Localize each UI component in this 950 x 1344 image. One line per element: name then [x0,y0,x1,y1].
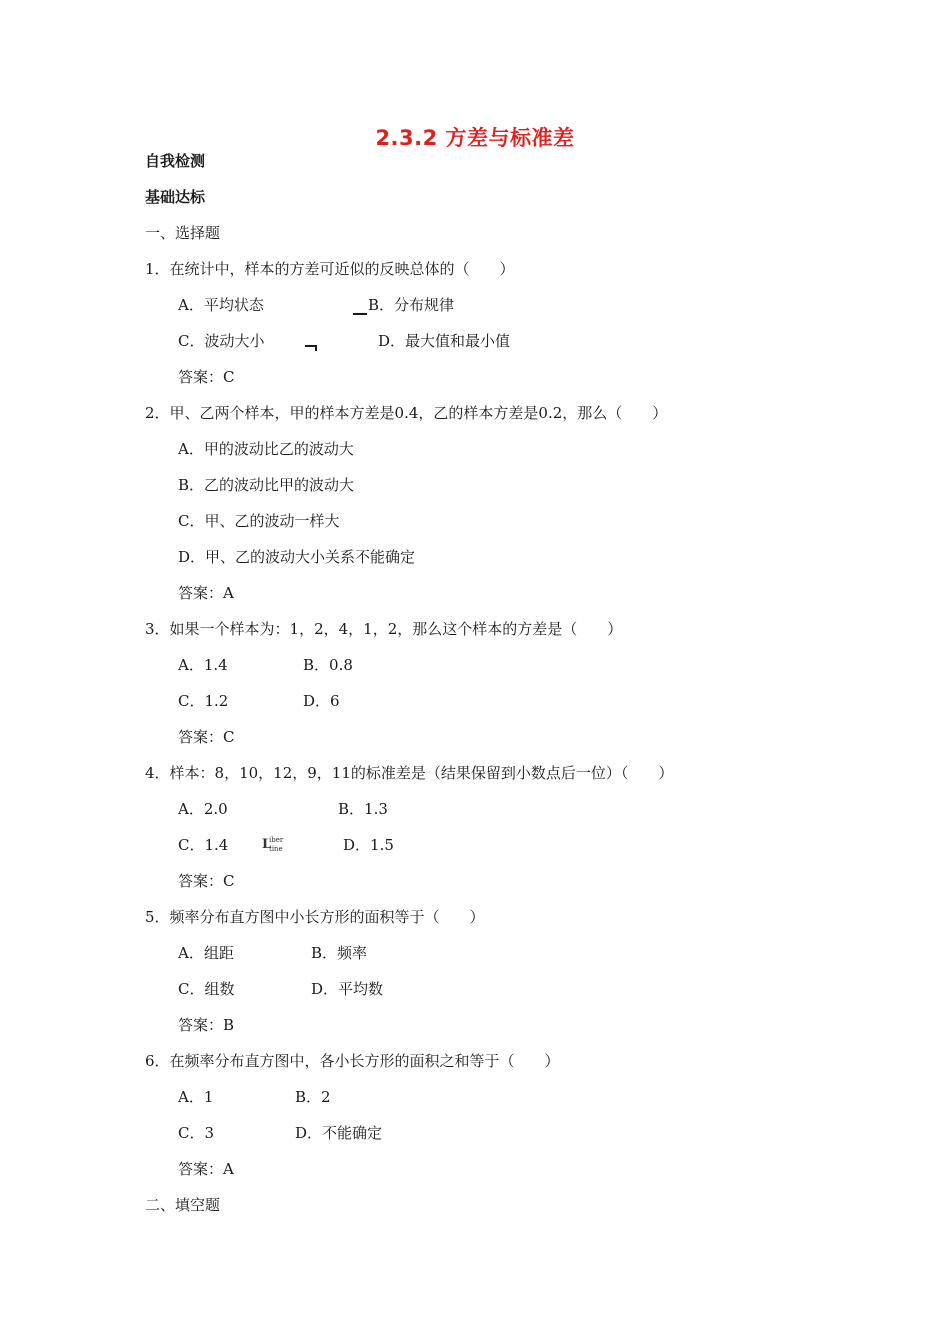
option-d: D．最大值和最小值 [378,332,511,350]
stray-mark [353,313,367,315]
option-d: D．甲、乙的波动大小关系不能确定 [178,548,416,566]
option-c: C．甲、乙的波动一样大 [178,512,340,530]
section-heading-self-check: 自我检测 [145,152,206,170]
answer: 答案：C [178,368,235,386]
option-b: B．1.3 [338,800,388,818]
option-d: D．1.5 [343,836,394,854]
option-c: C．组数 [178,980,235,998]
option-a: A．2.0 [178,800,228,818]
question-stem: 1．在统计中，样本的方差可近似的反映总体的（ ） [145,260,515,278]
libertine-logo: L iber tine [262,836,284,853]
option-a: A．1.4 [178,656,228,674]
option-c: C．3 [178,1124,215,1142]
option-b: B．0.8 [303,656,353,674]
page-title: 2.3.2 方差与标准差 [375,126,575,150]
option-c: C．1.2 [178,692,229,710]
part-heading-choice: 一、选择题 [145,224,221,242]
option-b: B．频率 [311,944,368,962]
option-a: A．1 [178,1088,214,1106]
option-c: C．波动大小 [178,332,265,350]
option-c: C．1.4 [178,836,229,854]
answer: 答案：C [178,728,235,746]
answer: 答案：B [178,1016,235,1034]
part-heading-fill-blank: 二、填空题 [145,1196,221,1214]
answer: 答案：A [178,1160,234,1178]
option-b: B．分布规律 [368,296,455,314]
question-stem: 4．样本：8，10，12，9，11的标准差是（结果保留到小数点后一位）（ ） [145,764,674,782]
option-d: D．6 [303,692,340,710]
option-d: D．平均数 [311,980,384,998]
section-heading-basic: 基础达标 [145,188,206,206]
option-a: A．平均状态 [178,296,264,314]
option-d: D．不能确定 [295,1124,383,1142]
question-stem: 5．频率分布直方图中小长方形的面积等于（ ） [145,908,485,926]
answer: 答案：C [178,872,235,890]
question-stem: 2．甲、乙两个样本，甲的样本方差是0.4，乙的样本方差是0.2，那么（ ） [145,404,668,422]
option-a: A．组距 [178,944,234,962]
option-a: A．甲的波动比乙的波动大 [178,440,354,458]
question-stem: 6．在频率分布直方图中，各小长方形的面积之和等于（ ） [145,1052,560,1070]
option-b: B．乙的波动比甲的波动大 [178,476,355,494]
question-stem: 3．如果一个样本为：1，2，4，1，2，那么这个样本的方差是（ ） [145,620,623,638]
option-b: B．2 [295,1088,331,1106]
answer: 答案：A [178,584,234,602]
stray-mark [305,345,317,351]
